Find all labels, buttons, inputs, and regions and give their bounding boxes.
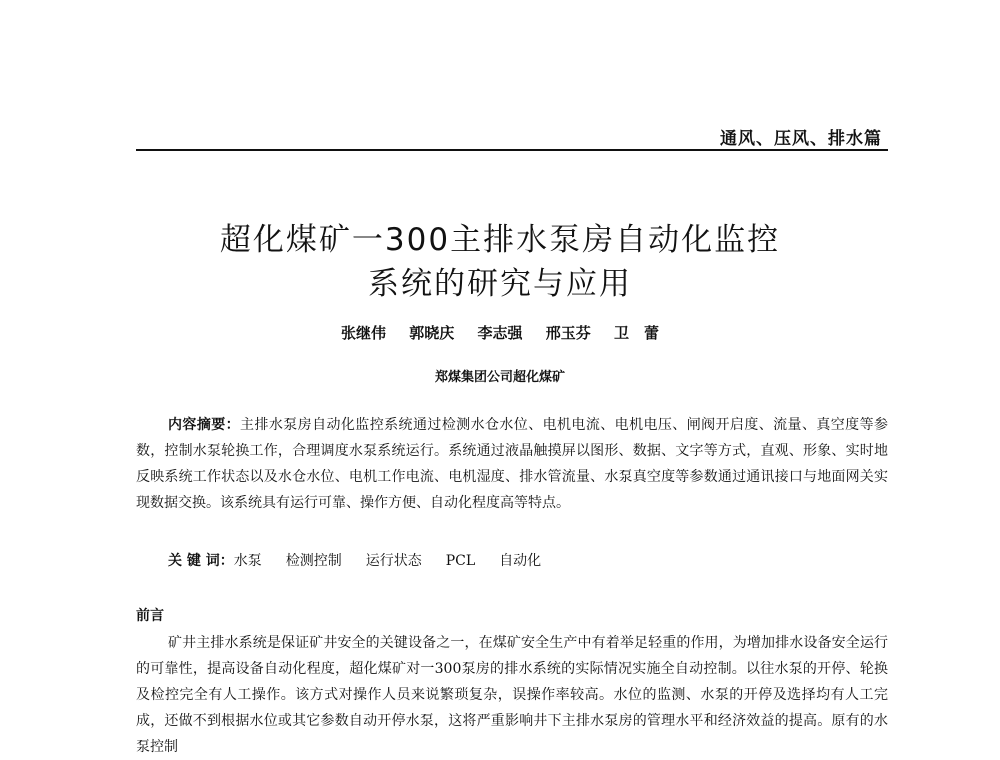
author-name: 卫 蕾 xyxy=(613,324,659,342)
keyword: PCL xyxy=(445,553,476,569)
author-name: 张继伟 xyxy=(340,324,386,342)
abstract xyxy=(136,412,888,516)
abstract-label: 内容摘要： xyxy=(168,417,241,433)
keyword: 自动化 xyxy=(499,553,542,569)
keyword: 运行状态 xyxy=(365,553,422,569)
affiliation: 郑煤集团公司超化煤矿 xyxy=(434,370,565,385)
header-rule xyxy=(136,149,888,151)
author-name: 李志强 xyxy=(477,324,523,342)
keywords-label: 关 键 词： xyxy=(168,553,234,569)
author-name: 邢玉芬 xyxy=(545,324,591,342)
keywords-line xyxy=(168,550,565,570)
keyword: 水泵 xyxy=(233,553,262,569)
article-title-line-1: 超化煤矿一300主排水泵房自动化监控 xyxy=(219,222,781,258)
keyword: 检测控制 xyxy=(285,553,342,569)
section-title: 前言 xyxy=(136,608,164,624)
body-paragraph: 矿井主排水系统是保证矿井安全的关键设备之一，在煤矿安全生产中有着举足轻重的作用，为增加排水设备安全运行的可靠性，提高设备自动化程度，超化煤矿对一300泵房的排水系统的实际情况实施全自动控制。以往水泵的开停、轮换及检控完全有人工操作。该方式对操作人员来说繁琐复杂，误操作率较高。水位的监测、水泵的开停及选择均有人工完成，还做不到根据水位或其它参数自动开停水泵，这将严重影响井下主排水泵房的管理水平和经济效益的提高。原有的水泵控制 xyxy=(136,635,888,755)
section-header: 通风、压风、排水篇 xyxy=(720,129,882,149)
article-title-line-2: 系统的研究与应用 xyxy=(368,266,632,302)
author-name: 郭晓庆 xyxy=(409,324,455,342)
author-list xyxy=(100,322,900,343)
abstract-text: 主排水泵房自动化监控系统通过检测水仓水位、电机电流、电机电压、闸阀开启度、流量、真空度等参数，控制水泵轮换工作，合理调度水泵系统运行。系统通过液晶触摸屏以图形、数据、文字等方式，直观、形象、实时地反映系统工作状态以及水仓水位、电机工作电流、电机湿度、排水管流量、水泵真空度等参数通过通讯接口与地面网关实现数据交换。该系统具有运行可靠、操作方便、自动化程度高等特点。 xyxy=(136,417,889,511)
